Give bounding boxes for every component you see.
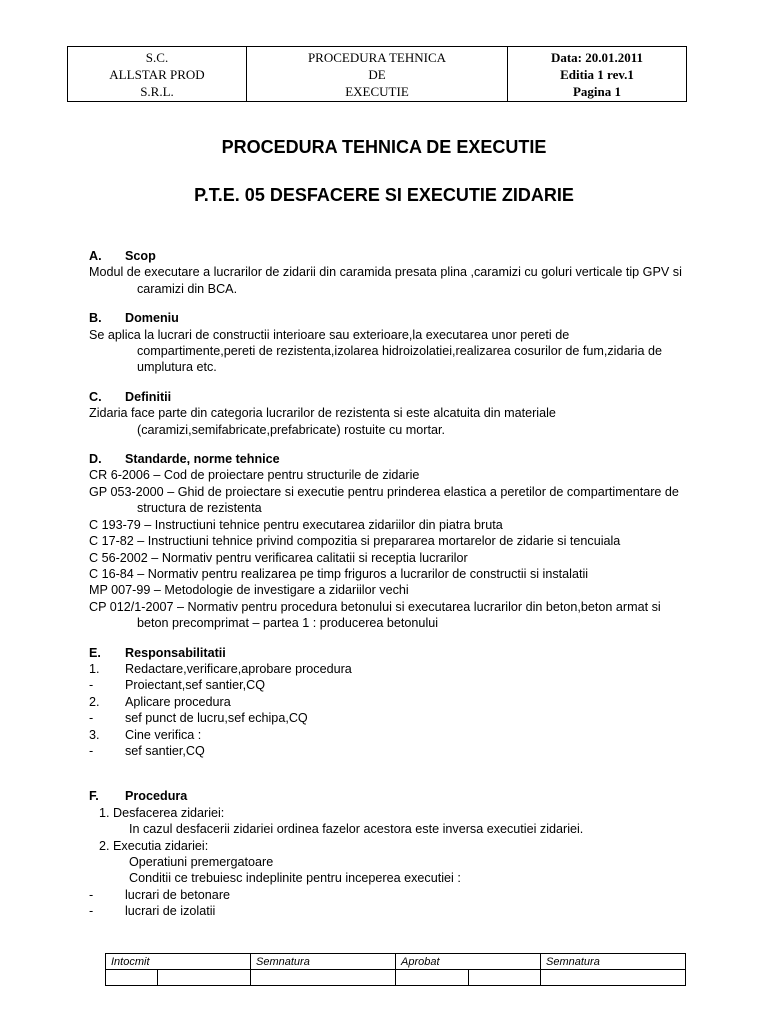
section-text-definitii: Zidaria face parte din categoria lucrarilor de rezistenta si este alcatuita din materiale (caramizi,semifabricate,prefabricate) rostuite cu mortar. <box>89 406 556 437</box>
procedure-text: In cazul desfacerii zidariei ordinea fazelor acestora este inversa executiei zidariei. <box>129 822 584 837</box>
signature-label-intocmit: Intocmit <box>106 954 251 970</box>
section-title: Procedura <box>125 789 188 804</box>
procedure-step: 1. Desfacerea zidariei: <box>99 805 225 820</box>
list-item-text: Aplicare procedura <box>125 694 231 709</box>
list-marker: 2. <box>89 694 100 709</box>
header-procedure-line: DE <box>368 66 386 82</box>
section-title: Responsabilitatii <box>125 645 226 660</box>
standard-item: C 193-79 – Instructiuni tehnice pentru executarea zidariilor din piatra bruta <box>89 517 503 532</box>
header-date: Data: 20.01.2011 <box>550 49 644 65</box>
list-item <box>89 727 689 743</box>
signature-cell <box>106 970 158 986</box>
section-title: Standarde, norme tehnice <box>125 452 280 467</box>
signature-cell <box>251 970 396 986</box>
list-item <box>89 887 689 903</box>
list-item <box>89 903 689 919</box>
list-item-text: Cine verifica : <box>125 727 202 742</box>
standard-item: MP 007-99 – Metodologie de investigare a zidariilor vechi <box>89 583 409 598</box>
header-procedure-line: EXECUTIE <box>345 83 409 99</box>
list-item-text: lucrari de betonare <box>125 887 231 902</box>
section-title: Scop <box>125 249 156 263</box>
section-letter: F. <box>89 789 99 804</box>
list-marker: - <box>89 904 94 919</box>
list-marker: - <box>89 743 94 758</box>
document-body <box>89 248 689 920</box>
section-letter: B. <box>89 311 102 326</box>
list-item-text: Proiectant,sef santier,CQ <box>125 678 265 693</box>
section-heading-definitii <box>89 389 689 405</box>
header-procedure-line: PROCEDURA TEHNICA <box>307 49 447 65</box>
standard-item: CP 012/1-2007 – Normativ pentru procedura betonului si executarea lucrarilor din beton,beton armat si beton precomprimat – partea 1 : producerea betonului <box>89 599 661 631</box>
procedure-text: Operatiuni premergatoare <box>129 855 274 869</box>
list-item-text: lucrari de izolatii <box>125 904 216 919</box>
header-company-line: S.C. <box>145 49 169 65</box>
list-item <box>89 710 689 726</box>
header-table <box>67 46 687 102</box>
procedure-step: 2. Executia zidariei: <box>99 838 209 853</box>
document-title: PROCEDURA TEHNICA DE EXECUTIE <box>221 137 547 157</box>
section-heading-responsabilitatii <box>89 645 689 661</box>
procedure-text: Conditii ce trebuiesc indeplinite pentru inceperea executiei : <box>129 871 461 886</box>
list-marker: 3. <box>89 727 100 742</box>
section-heading-standarde <box>89 451 689 467</box>
document-subtitle: P.T.E. 05 DESFACERE SI EXECUTIE ZIDARIE <box>194 185 574 205</box>
list-marker: - <box>89 678 94 693</box>
header-company-line: S.R.L. <box>140 83 174 99</box>
spacer <box>89 759 689 775</box>
signature-cell <box>158 970 251 986</box>
signature-cell <box>541 970 686 986</box>
list-marker: - <box>89 887 94 902</box>
list-marker: 1. <box>89 661 100 676</box>
section-title: Definitii <box>125 389 172 404</box>
section-heading-domeniu <box>89 310 689 326</box>
section-letter: A. <box>89 249 102 263</box>
signature-label-aprobat: Aprobat <box>396 954 541 970</box>
section-letter: D. <box>89 452 102 467</box>
list-item <box>89 743 689 759</box>
signature-cell <box>469 970 541 986</box>
header-info <box>508 47 687 102</box>
standard-item: CR 6-2006 – Cod de proiectare pentru structurile de zidarie <box>89 468 420 483</box>
list-item-text: sef punct de lucru,sef echipa,CQ <box>125 711 308 726</box>
section-heading-scop <box>89 248 689 264</box>
signature-label-semnatura: Semnatura <box>541 954 686 970</box>
list-item <box>89 694 689 710</box>
standard-item: GP 053-2000 – Ghid de proiectare si executie pentru prinderea elastica a peretilor de compartimentare de structura de rezistenta <box>89 484 679 516</box>
header-procedure <box>247 47 508 102</box>
list-item <box>89 661 689 677</box>
signature-table <box>105 953 686 986</box>
section-heading-procedura <box>89 788 689 804</box>
header-company <box>68 47 247 102</box>
header-page-number: Pagina 1 <box>572 83 622 99</box>
list-item-text: sef santier,CQ <box>125 743 205 758</box>
standard-item: C 17-82 – Instructiuni tehnice privind compozitia si prepararea mortarelor de zidarie si tencuiala <box>89 534 621 549</box>
header-edition: Editia 1 rev.1 <box>560 66 634 82</box>
list-item <box>89 677 689 693</box>
section-text-domeniu: Se aplica la lucrari de constructii interioare sau exterioare,la executarea unor pereti de compartimente,pereti de rezistenta,izolarea hidroizolatiei,realizarea cosurilor de fum,zidaria de umplutura etc. <box>89 327 662 375</box>
section-letter: C. <box>89 389 102 404</box>
signature-label-semnatura: Semnatura <box>251 954 396 970</box>
section-text-scop: Modul de executare a lucrarilor de zidarii din caramida presata plina ,caramizi cu goluri verticale tip GPV si caramizi din BCA. <box>89 265 682 296</box>
signature-cell <box>396 970 469 986</box>
list-marker: - <box>89 711 94 726</box>
list-item-text: Redactare,verificare,aprobare procedura <box>125 661 352 676</box>
standard-item: C 16-84 – Normativ pentru realizarea pe timp friguros a lucrarilor de constructii si instalatii <box>89 566 589 581</box>
section-title: Domeniu <box>125 311 179 326</box>
header-company-line: ALLSTAR PROD <box>109 66 205 82</box>
section-letter: E. <box>89 645 101 660</box>
standard-item: C 56-2002 – Normativ pentru verificarea calitatii si receptia lucrarilor <box>89 550 468 565</box>
